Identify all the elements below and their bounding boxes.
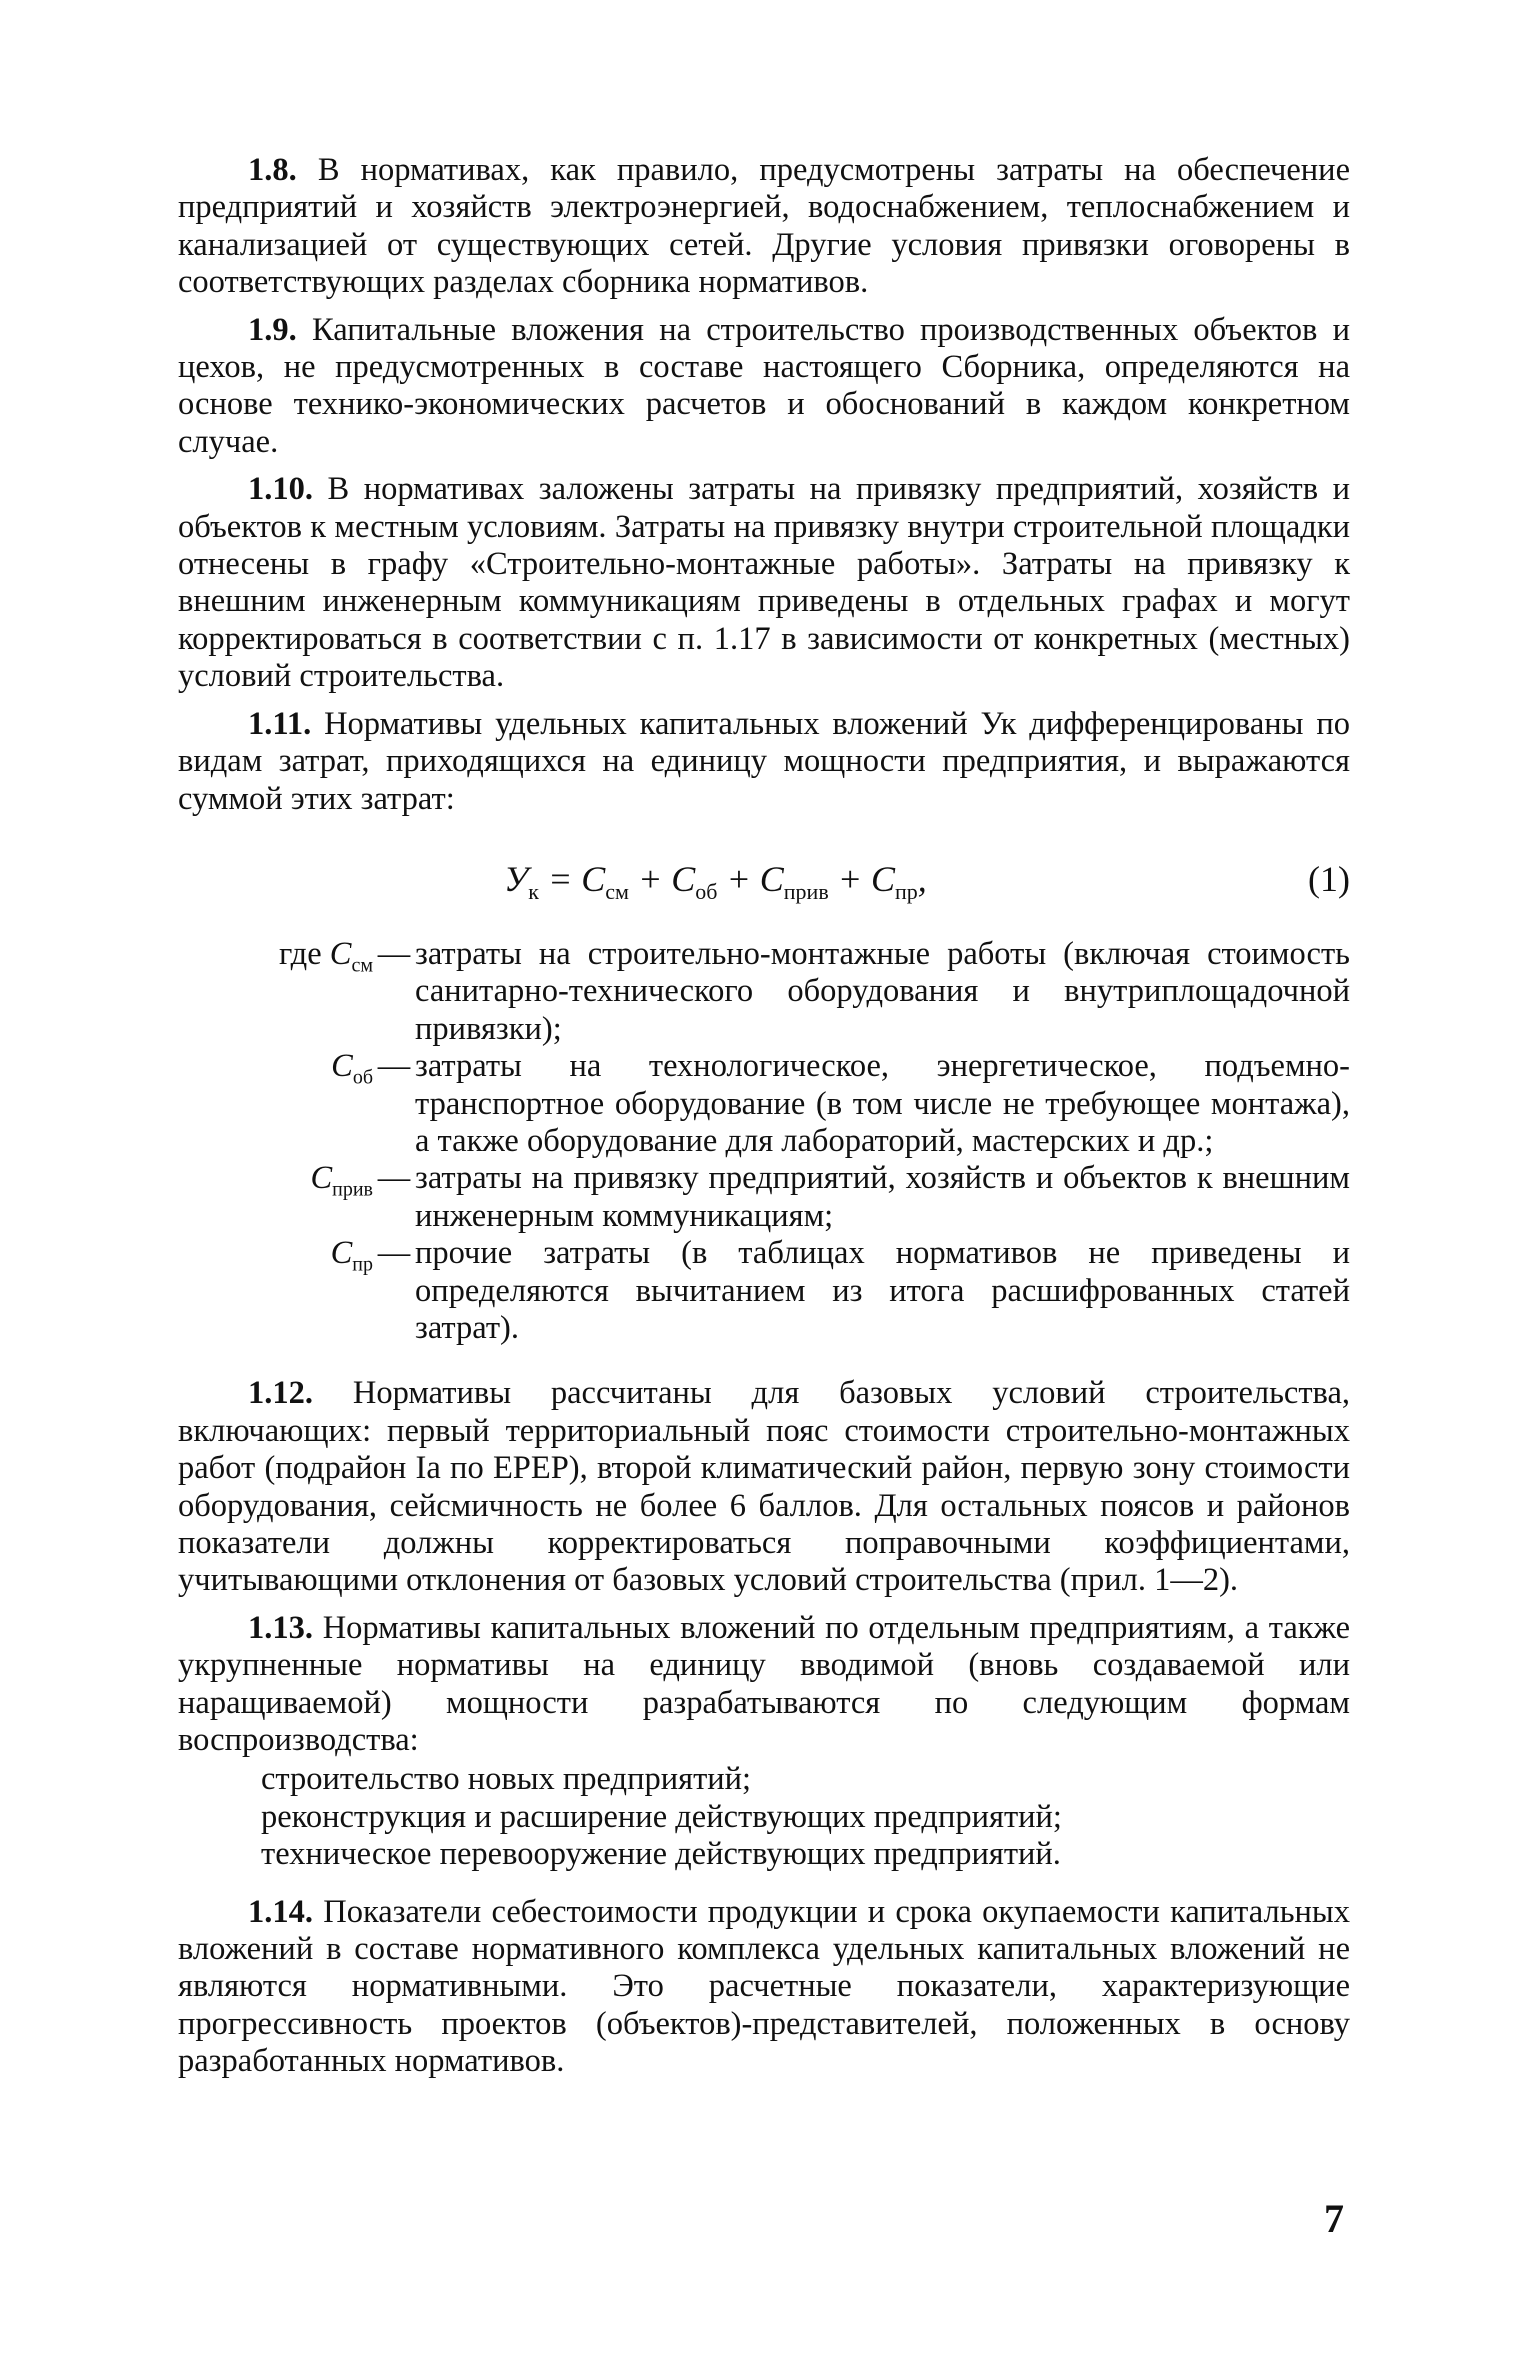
list-item: техническое перевооружение действующих предприятий. — [261, 1836, 1061, 1873]
paragraph-number: 1.13. — [248, 1609, 313, 1646]
paragraph-number: 1.12. — [248, 1375, 313, 1412]
paragraph-number: 1.9. — [248, 311, 297, 348]
definition-dash: — — [377, 1235, 411, 1272]
definition-symbol: $С_{прив}$ — [310, 1160, 373, 1201]
definition-dash: — — [377, 935, 411, 972]
page-number: 7 — [1324, 2196, 1344, 2241]
paragraph-text: В нормативах заложены затраты на привязку предприятий, хозяйств и объектов к местным условиям. Затраты на привязку внутри строительной площадки отнесены в графу «Строительно-монтажные работы». Затраты на привязку к внешним инженерным коммуникациям приведены в отдельных графах и могут корректироваться в соответствии с п. 1.17 в зависимости от конкретных (местных) условий строительства. — [178, 471, 1351, 695]
definition-symbol: $С_{пр}$ — [330, 1235, 373, 1276]
paragraph-1-13 — [178, 1610, 1350, 1760]
definitions-list — [178, 936, 1350, 1347]
paragraph-number: 1.14. — [248, 1893, 313, 1930]
definition-item — [178, 1235, 1350, 1347]
paragraph-1-14 — [178, 1894, 1350, 2081]
formula-1 — [178, 844, 1350, 916]
definition-text: затраты на технологическое, энергетическое, подъемно-транспортное оборудование (в том числе не требующее монтажа), а также оборудование для лабораторий, мастерских и др.; — [415, 1048, 1350, 1159]
definition-text: затраты на строительно-монтажные работы (включая стоимость санитарно-технического оборудования и внутриплощадочной привязки); — [415, 935, 1350, 1047]
definition-text: прочие затраты (в таблицах нормативов не приведены и определяются вычитанием из итога расшифрованных статей затрат). — [415, 1235, 1350, 1346]
paragraph-text: Показатели себестоимости продукции и срока окупаемости капитальных вложений в составе нормативного комплекса удельных капитальных вложений не являются нормативными. Это расчетные показатели, характеризующие прогрессивность проектов (объектов)-представителей, положенных в основу разработанных нормативов. — [178, 1893, 1351, 2080]
paragraph-1-9 — [178, 312, 1350, 462]
equation-number: (1) — [1308, 858, 1350, 899]
list-item: строительство новых предприятий; — [261, 1761, 752, 1798]
paragraph-1-10 — [178, 471, 1350, 695]
definition-text: затраты на привязку предприятий, хозяйств и объектов к внешним инженерным коммуникациям; — [415, 1160, 1350, 1234]
paragraph-1-11 — [178, 706, 1350, 818]
definition-dash: — — [377, 1160, 411, 1197]
paragraph-text: Нормативы удельных капитальных вложений Ук дифференцированы по видам затрат, приходящихся на единицу мощности предприятия, и выражаются суммой этих затрат: — [178, 705, 1350, 817]
text-body — [178, 152, 1350, 2091]
paragraph-number: 1.8. — [248, 152, 297, 188]
formula-expression: $У_к = С_{см} + С_{об} + С_{прив} + С_{пр}$, — [504, 858, 927, 905]
paragraph-number: 1.11. — [248, 705, 312, 742]
paragraph-number: 1.10. — [248, 471, 313, 508]
definition-symbol: где $С_{см}$ — [278, 935, 373, 977]
paragraph-text: Нормативы капитальных вложений по отдельным предприятиям, а также укрупненные нормативы на единицу вводимой (вновь создаваемой или наращиваемой) мощности разрабатываются по следующим формам воспроизводства: — [178, 1609, 1351, 1759]
paragraph-1-8 — [178, 152, 1350, 302]
definition-dash: — — [377, 1048, 411, 1085]
definition-item — [178, 1048, 1350, 1160]
paragraph-text: В нормативах, как правило, предусмотрены затраты на обеспечение предприятий и хозяйств электроэнергией, водоснабжением, теплоснабжением и канализацией от существующих сетей. Другие условия привязки оговорены в соответствующих разделах сборника нормативов. — [178, 152, 1350, 301]
paragraph-text: Капитальные вложения на строительство производственных объектов и цехов, не предусмотренных в составе настоящего Сборника, определяются на основе технико-экономических расчетов и обоснований в каждом конкретном случае. — [178, 311, 1350, 460]
definition-item — [178, 1160, 1350, 1235]
definition-item — [178, 936, 1350, 1048]
paragraph-text: Нормативы рассчитаны для базовых условий строительства, включающих: первый территориальный пояс стоимости строительно-монтажных работ (подрайон Iа по ЕРЕР), второй климатический район, первую зону стоимости оборудования, сейсмичность не более 6 баллов. Для остальных поясов и районов показатели должны корректироваться поправочными коэффициентами, учитывающими отклонения от базовых условий строительства (прил. 1—2). — [178, 1375, 1351, 1599]
definition-symbol: $С_{об}$ — [331, 1048, 373, 1089]
paragraph-1-12 — [178, 1375, 1350, 1599]
list-item: реконструкция и расширение действующих предприятий; — [261, 1798, 1062, 1835]
